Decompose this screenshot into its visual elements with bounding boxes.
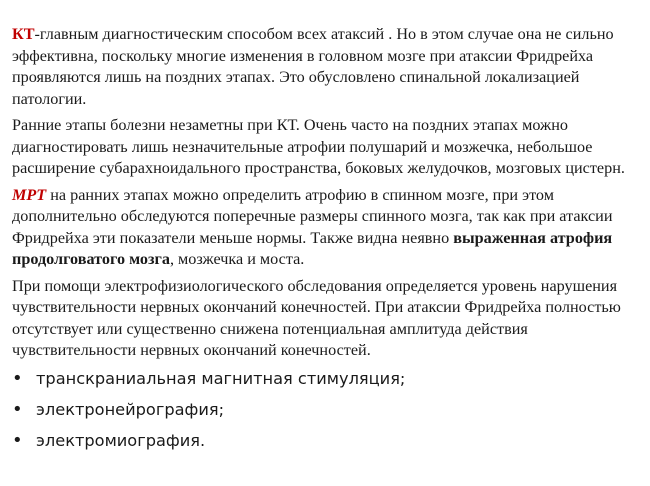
bullet-icon: • xyxy=(12,398,23,420)
list-item-text: электронейрография; xyxy=(36,399,225,419)
paragraph-electrophysiology-text: При помощи электрофизиологического обследования определяется уровень нарушения чувствительности нервных окончаний конечностей. При атаксии Фридрейха полностью отсутствует или существенно снижена потенциальная амплитуда действия чувствительности нервных окончаний конечностей. xyxy=(12,276,621,359)
paragraph-mrt xyxy=(12,185,630,271)
list-item xyxy=(12,367,630,391)
paragraph-mrt-text-a: на ранних этапах можно определить атрофию в спинном мозге, при этом дополнительно обследуются поперечные размеры спинного мозга, так как при атаксии Фридрейха эти показатели меньше нормы. Также видна неявно xyxy=(12,185,613,247)
mrt-keyword: МРТ xyxy=(12,185,47,204)
paragraph-kt xyxy=(12,24,630,110)
bullet-icon: • xyxy=(12,429,23,451)
paragraph-mrt-bold: выраженная атрофия продолговатого мозга xyxy=(12,228,613,268)
paragraph-mrt-text-b: , мозжечка и моста. xyxy=(169,250,305,268)
paragraph-kt-text: -главным диагностическим способом всех атаксий . Но в этом случае она не сильно эффективна, поскольку многие изменения в головном мозге при атаксии Фридрейха проявляются лишь на поздних этапах. Это обусловлено спинальной локализацией патологии. xyxy=(12,25,614,108)
paragraph-electrophysiology xyxy=(12,276,630,362)
list-item xyxy=(12,429,630,453)
methods-list xyxy=(12,367,630,453)
bullet-icon: • xyxy=(12,367,23,389)
kt-keyword: КТ xyxy=(12,25,35,43)
list-item-text: электромиография. xyxy=(36,430,206,450)
paragraph-early-stages xyxy=(12,115,630,180)
paragraph-early-stages-text: Ранние этапы болезни незаметны при КТ. Очень часто на поздних этапах можно диагностировать лишь незначительные атрофии полушарий и мозжечка, небольшое расширение субарахноидального пространства, боковых желудочков, мозговых цистерн. xyxy=(12,116,625,177)
list-item-text: транскраниальная магнитная стимуляция; xyxy=(36,368,406,388)
list-item xyxy=(12,398,630,422)
